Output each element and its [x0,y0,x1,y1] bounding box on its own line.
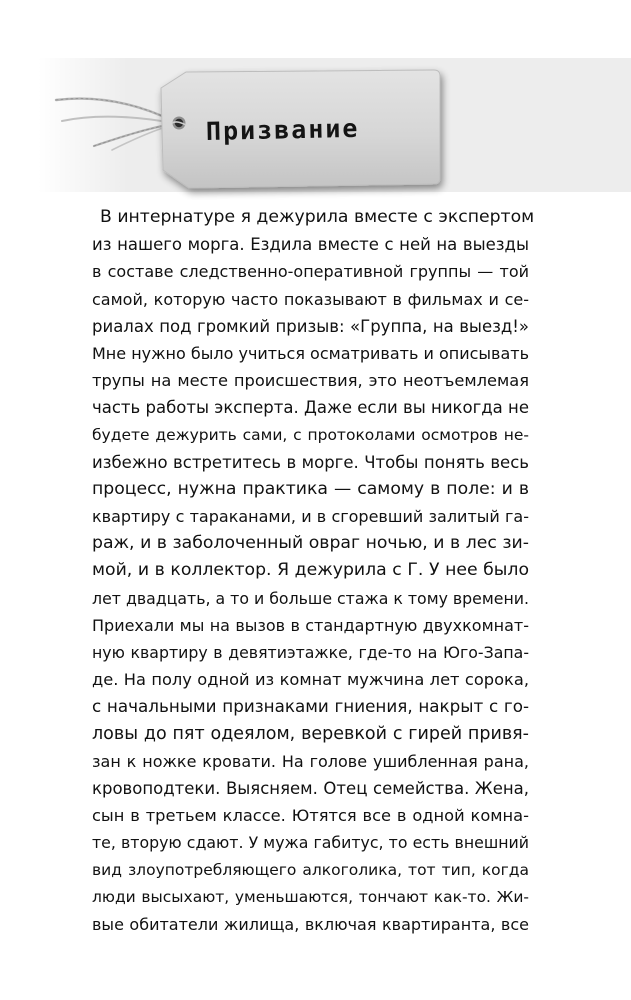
text-line: часть работы эксперта. Даже если вы никогда не [92,398,529,418]
text-line: из нашего морга. Ездила вместе с ней на выезды [92,235,529,255]
text-line: люди высыхают, уменьшаются, тончают как-то. Жи- [92,887,529,906]
text-line: вид злоупотребляющего алкоголика, тот тип, когда [92,860,529,879]
text-line: самой, которую часто показывают в фильмах и се- [92,289,529,309]
text-line: Приехали мы на вызов в стандартную двухкомнат- [92,615,529,635]
text-line: в составе следственно-оперативной группы — той [92,262,529,282]
text-line: кровоподтеки. Выясняем. Отец семейства. Жена, [92,778,529,798]
text-line: риалах под громкий призыв: «Группа, на выезд!» [92,316,529,336]
text-line: ловы до пят одеялом, веревкой с гирей привя- [92,723,529,744]
text-line: зан к ножке кровати. На голове ушибленная рана, [92,751,529,771]
chapter-title: Призвание [205,113,360,146]
text-line: Мне нужно было учиться осматривать и описывать [92,343,530,363]
text-line: те, вторую сдают. У мужа габитус, то есть внешний [92,833,529,853]
text-line: мой, и в коллектор. Я дежурила с Г. У нее было [92,560,529,581]
text-line: квартиру с тараканами, и в сгоревший залитый га- [92,507,529,527]
text-line: трупы на месте происшествия, это неотъемлемая [92,371,529,391]
paper-tag-illustration [0,0,631,200]
chapter-header [0,0,631,200]
text-line: ную квартиру в девятиэтажке, где-то на Юго-Запа- [92,643,529,662]
text-line: де. На полу одной из комнат мужчина лет сорока, [92,670,529,690]
text-line: процесс, нужна практика — самому в поле: и в [92,478,529,499]
body-text [92,204,535,938]
text-line: будете дежурить сами, с протоколами осмотров не- [92,425,529,444]
text-line: с начальными признаками гниения, накрыт с го- [92,696,529,717]
text-line: лет двадцать, а то и больше стажа к тому времени. [92,588,529,608]
text-line: вые обитатели жилища, включая квартиранта, все [92,914,529,934]
text-line: В интернатуре я дежурила вместе с экспертом [100,207,535,227]
text-line: раж, и в заболоченный овраг ночью, и в лес зи- [92,533,529,554]
text-line: сын в третьем классе. Ютятся все в одной комна- [92,806,529,826]
text-line: избежно встретитесь в морге. Чтобы понять весь [92,452,529,472]
